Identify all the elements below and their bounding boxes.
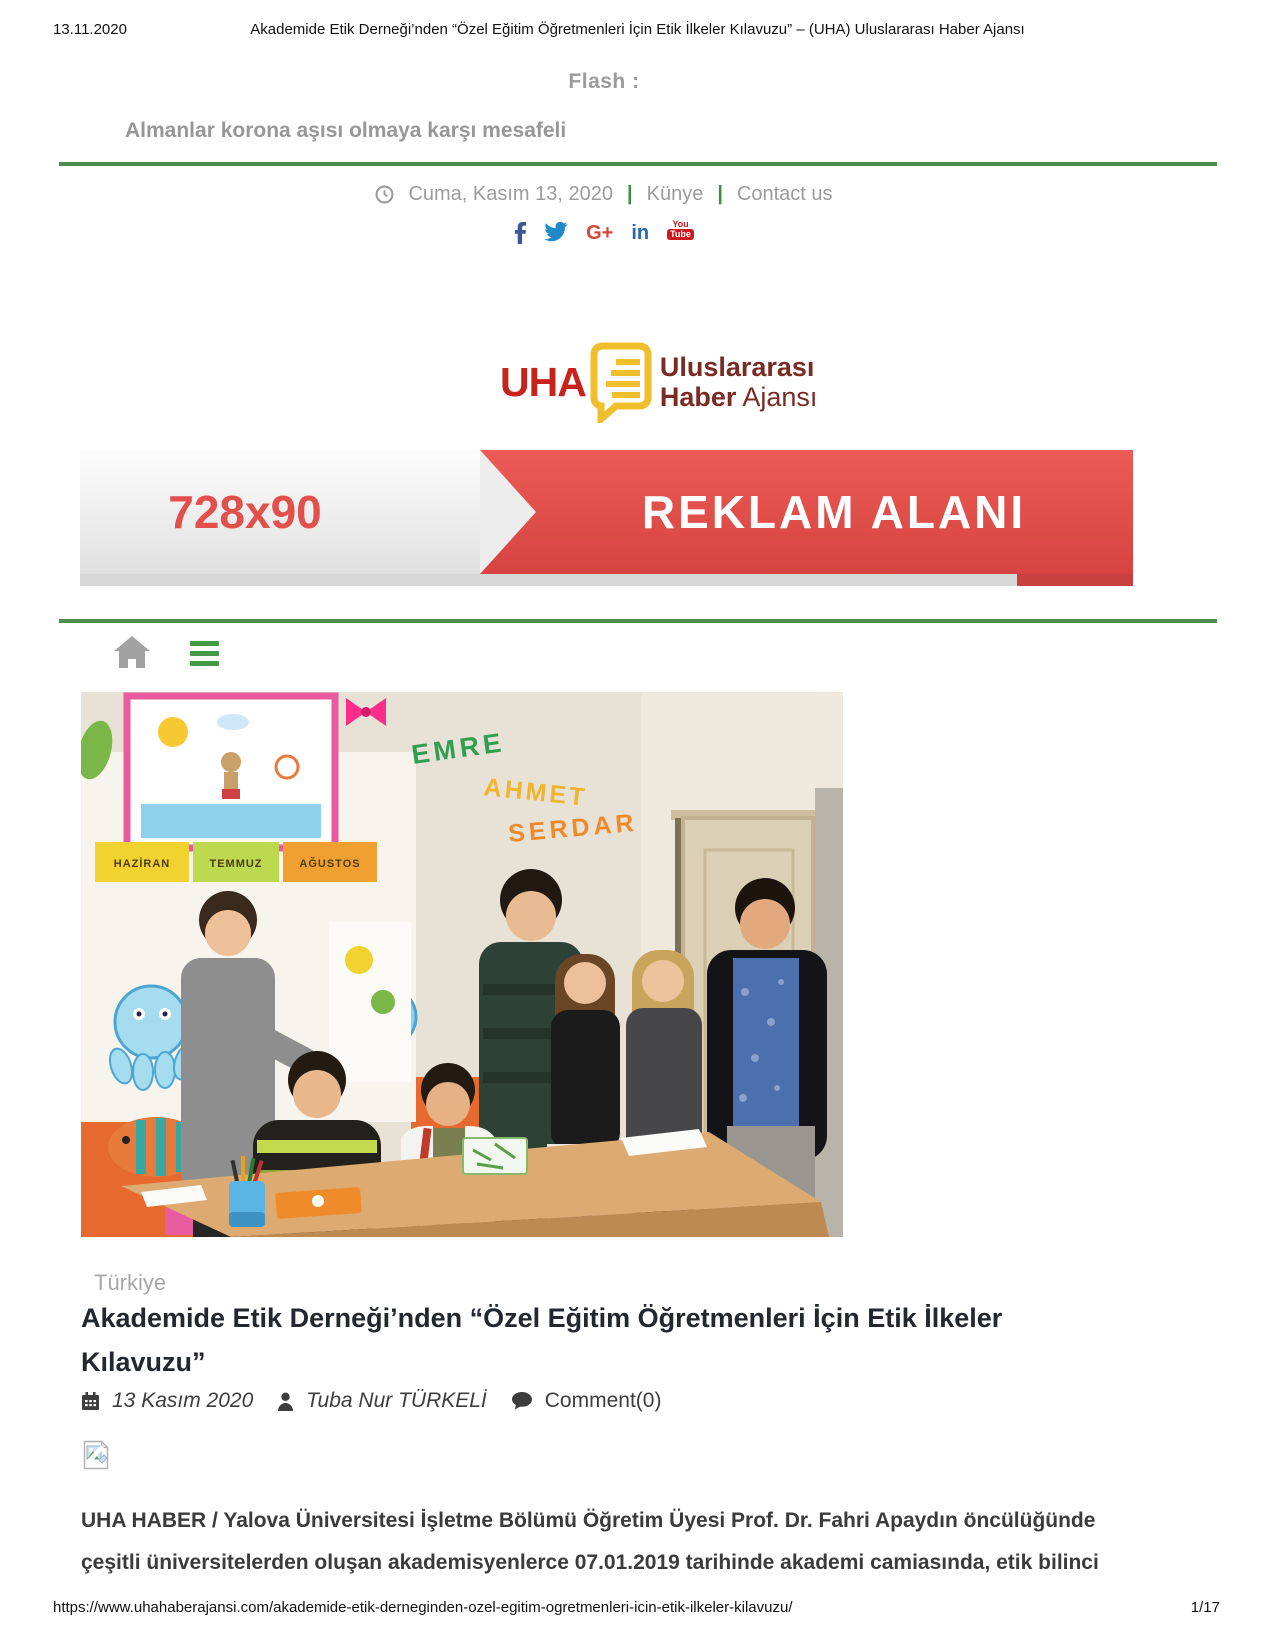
logo-line1: Uluslararası [659,352,815,382]
clock-icon [375,185,394,204]
site-logo[interactable] [500,341,817,423]
author-icon [277,1392,294,1411]
current-date-label: Cuma, Kasım 13, 2020 [408,183,613,205]
home-icon[interactable] [114,636,150,668]
ad-banner-bottom-edge [80,574,1133,586]
wall-name-ahmet: AHMET [482,773,589,812]
month-card-label: TEMMUZ [209,858,263,870]
linkedin-icon[interactable]: in [631,222,650,244]
topbar [0,183,1208,206]
article-featured-photo [81,692,843,1237]
article-title: Akademide Etik Derneği’nden “Özel Eğitim Öğretmenleri İçin Etik İlkeler Kılavuzu” [81,1303,1003,1377]
broken-image-icon [83,1440,110,1470]
flash-headline-link[interactable]: Almanlar korona aşısı olmaya karşı mesafeli [125,119,567,142]
ad-banner[interactable] [80,450,1133,586]
article-date: 13 Kasım 2020 [112,1389,254,1412]
wall-name-serdar: SERDAR [507,808,639,848]
print-footer-page-indicator: 1/17 [1190,1599,1220,1616]
wall-name-emre: EMRE [409,727,507,770]
month-card-label: HAZİRAN [113,858,171,870]
author-link[interactable]: Tuba Nur TÜRKELİ [306,1389,487,1412]
ad-banner-size-panel [80,450,480,574]
twitter-icon[interactable] [544,222,568,242]
separator: | [627,183,633,205]
calendar-icon [81,1392,100,1411]
green-divider-top [59,162,1217,166]
comment-icon [511,1391,533,1411]
ad-arrow-shape [480,450,536,574]
article-paragraph: UHA HABER / Yalova Üniversitesi İşletme Bölümü Öğretim Üyesi Prof. Dr. Fahri Apaydın öncülüğünde çeşitli üniversitelerden oluşan akademisyenlerce 07.01.2019 tarihinde akademi camiasında, etik bilinci [81,1509,1099,1574]
logo-line2: Haber Ajansı [659,382,818,412]
print-footer-url: https://www.uhahaberajansi.com/akademide-etik-derneginden-ozel-egitim-ogretmenleri-icin-etik-ilkeler-kilavuzu/ [53,1599,793,1616]
month-card-label: AĞUSTOS [299,858,361,870]
print-header-title: Akademide Etik Derneği’nden “Özel Eğitim Öğretmenleri İçin Etik İlkeler Kılavuzu” – (UHA) Uluslararası Haber Ajansı [250,21,1025,38]
separator: | [717,183,723,205]
print-header-date: 13.11.2020 [53,21,127,38]
kunye-link[interactable]: Künye [646,183,704,205]
facebook-icon[interactable] [514,222,526,244]
google-plus-icon[interactable]: G+ [586,222,614,244]
youtube-icon[interactable]: You Tube [667,220,694,240]
comments-link[interactable]: Comment(0) [544,1389,662,1412]
social-links [0,219,1208,248]
ad-size-label: 728x90 [168,486,322,538]
logo-acronym: UHA [500,359,586,405]
contact-us-link[interactable]: Contact us [736,183,833,205]
hamburger-menu-icon[interactable] [190,641,219,666]
ad-text: REKLAM ALANI [641,486,1027,538]
category-link-turkiye[interactable]: Türkiye [94,1270,167,1295]
green-divider-nav [59,619,1217,623]
ad-banner-red-panel [480,450,1133,574]
article-meta-row [81,1389,661,1413]
speech-bubble-document-icon [590,341,652,423]
flash-label: Flash : [568,70,640,93]
